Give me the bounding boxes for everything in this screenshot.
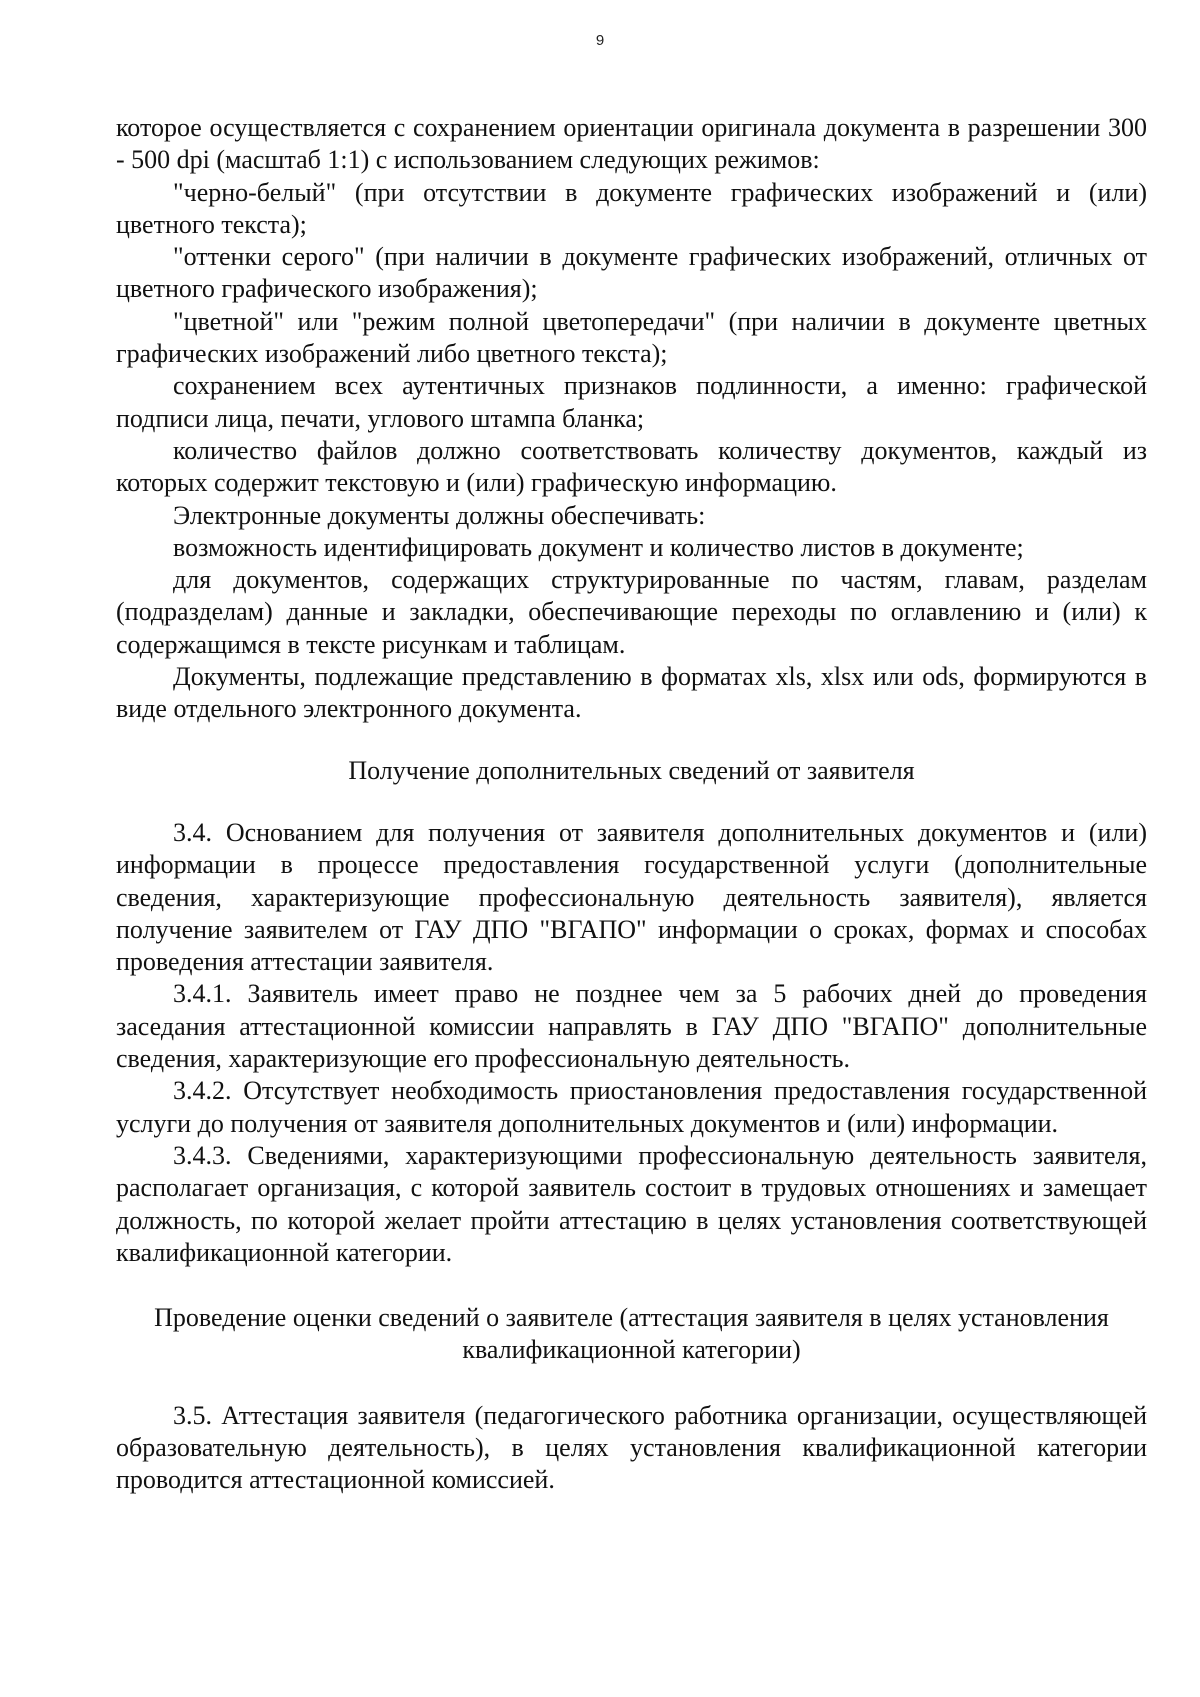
document-body: [116, 112, 1147, 1497]
spacer: [116, 726, 1147, 755]
paragraph-file-count: количество файлов должно соответствовать количеству документов, каждый из которых содержит текстовую и (или) графическую информацию.: [116, 435, 1147, 498]
section-heading-additional-info: Получение дополнительных сведений от заявителя: [348, 755, 915, 785]
paragraph-spreadsheet-formats: Документы, подлежащие представлению в форматах xls, xlsx или ods, формируются в виде отдельного электронного документа.: [116, 662, 1147, 724]
paragraph-3-4-3: 3.4.3. Сведениями, характеризующими профессиональную деятельность заявителя, располагает организация, с которой заявитель состоит в трудовых отношениях и замещает должность, по которой желает пройти аттестацию в целях установления соответствующей квалификационной категории.: [116, 1140, 1147, 1267]
paragraph-mode-bw: "черно-белый" (при отсутствии в документе графических изображений и (или) цветного текста);: [116, 177, 1147, 239]
paragraph-mode-color: "цветной" или "режим полной цветопередачи" (при наличии в документе цветных графических изображений либо цветного текста);: [116, 306, 1147, 369]
paragraph-edocs-intro: Электронные документы должны обеспечивать:: [173, 500, 706, 530]
paragraph-authenticity: сохранением всех аутентичных признаков подлинности, а именно: графической подписи лица, печати, углового штампа бланка;: [116, 371, 1147, 433]
paragraph-edocs-identify: возможность идентифицировать документ и количество листов в документе;: [173, 532, 1024, 562]
paragraph-3-4-1: 3.4.1. Заявитель имеет право не позднее чем за 5 рабочих дней до проведения заседания аттестационной комиссии направлять в ГАУ ДПО "ВГАПО" дополнительные сведения, характеризующие его профессиональную деятельность.: [116, 979, 1147, 1074]
section-heading-assessment: Проведение оценки сведений о заявителе (аттестация заявителя в целях установления квалификационной категории): [154, 1303, 1109, 1365]
paragraph-scan-resolution: которое осуществляется с сохранением ориентации оригинала документа в разрешении 300 - 500 dpi (масштаб 1:1) с использованием следующих режимов:: [116, 113, 1147, 175]
paragraph-edocs-structure: для документов, содержащих структурированные по частям, главам, разделам (подразделам) данные и закладки, обеспечивающие переходы по оглавлению и (или) к содержащимся в тексте рисункам и таблицам.: [116, 565, 1147, 659]
paragraph-mode-grayscale: "оттенки серого" (при наличии в документе графических изображений, отличных от цветного графического изображения);: [116, 242, 1147, 304]
spacer: [116, 1367, 1147, 1400]
paragraph-3-4-2: 3.4.2. Отсутствует необходимость приостановления предоставления государственной услуги до получения от заявителя дополнительных документов и (или) информации.: [116, 1076, 1147, 1138]
paragraph-3-4: 3.4. Основанием для получения от заявителя дополнительных документов и (или) информации в процессе предоставления государственной услуги (дополнительные сведения, характеризующие профессиональную деятельность заявителя), является получение заявителем от ГАУ ДПО "ВГАПО" информации о сроках, формах и способах проведения аттестации заявителя.: [116, 817, 1147, 977]
spacer: [116, 1269, 1147, 1302]
paragraph-3-5: 3.5. Аттестация заявителя (педагогического работника организации, осуществляющей образовательную деятельность), в целях установления квалификационной категории проводится аттестационной комиссией.: [116, 1400, 1147, 1495]
page-number: 9: [595, 32, 605, 49]
spacer: [116, 787, 1147, 817]
